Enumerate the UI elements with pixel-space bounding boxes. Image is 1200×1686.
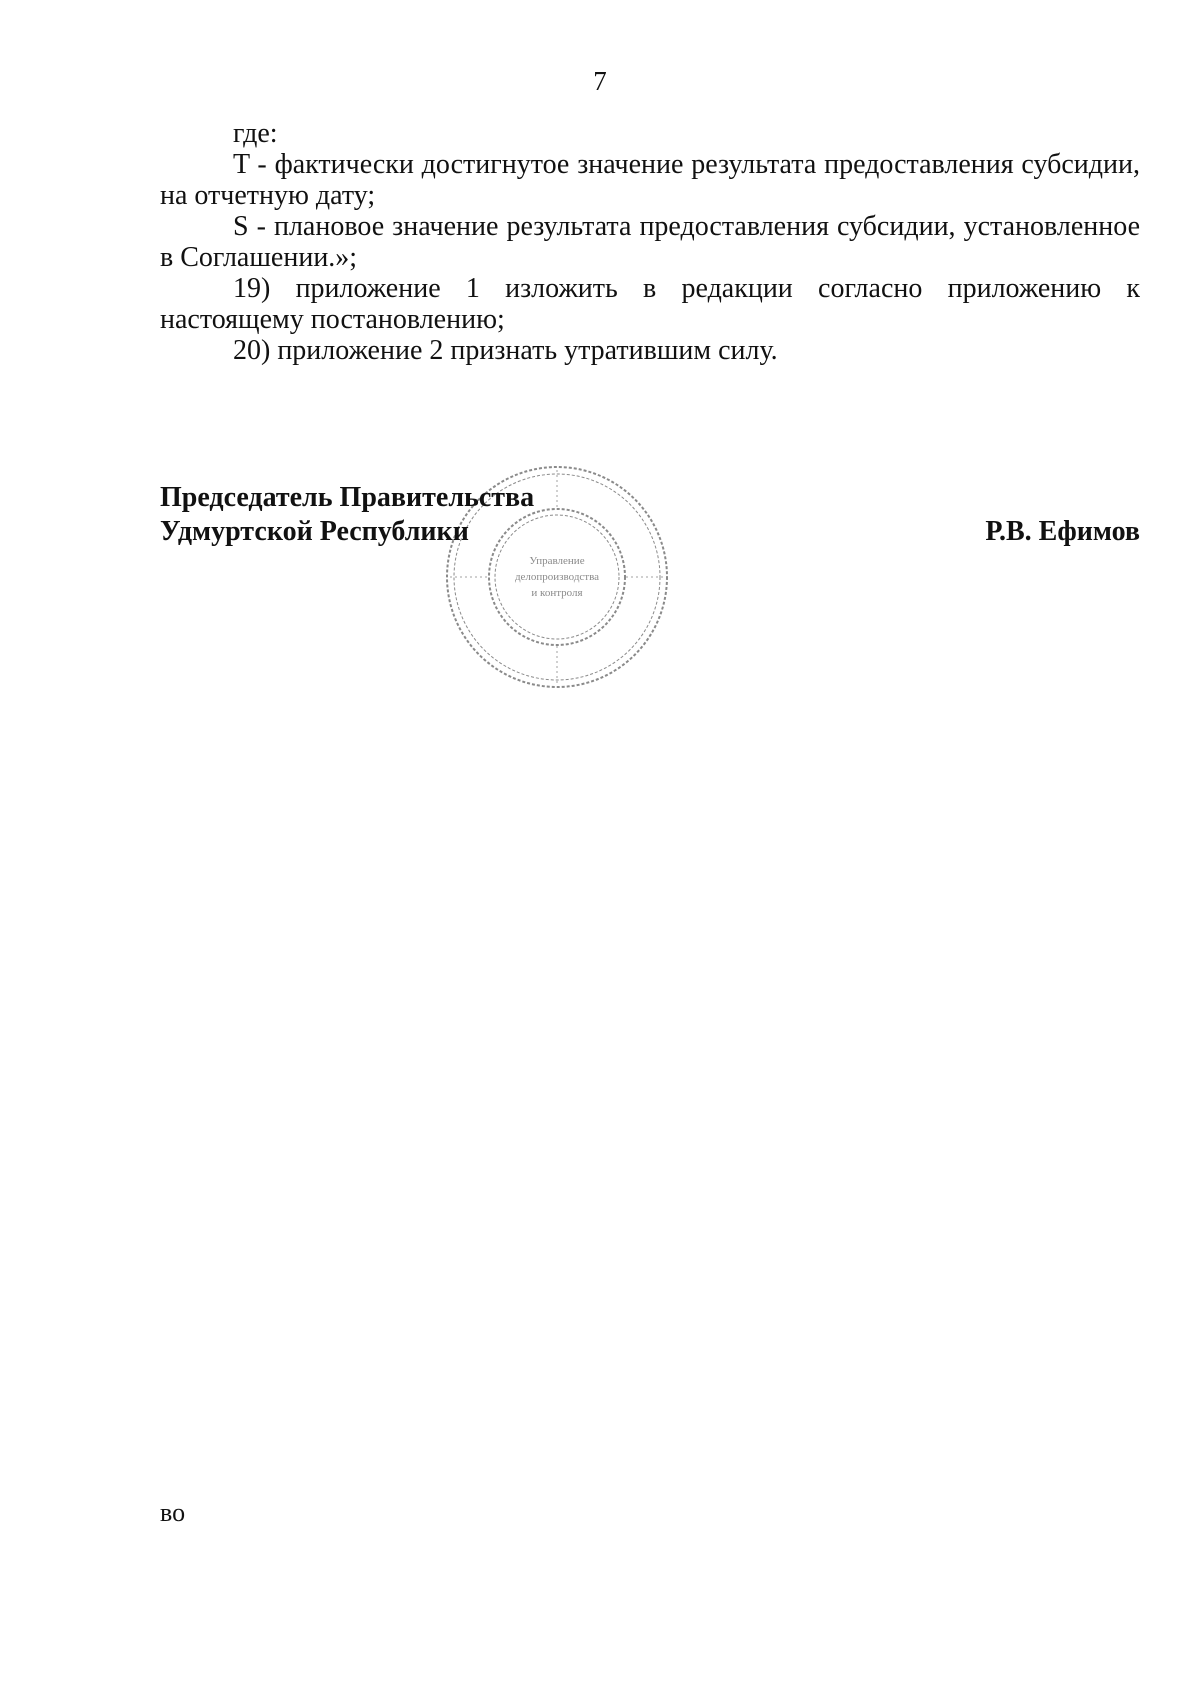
signatory-position-line1: Председатель Правительства: [160, 482, 535, 513]
footer-code: во: [160, 1498, 186, 1527]
page-number: 7: [593, 66, 607, 96]
paragraph-t-definition: T - фактически достигнутое значение результата предоставления субсидии, на отчетную дату;: [160, 149, 1140, 211]
paragraph-item-20: 20) приложение 2 признать утратившим силу.: [233, 335, 778, 366]
stamp-text-line1: Управление: [529, 555, 585, 567]
paragraph-s-definition: S - плановое значение результата предоставления субсидии, установленное в Соглашении.»;: [160, 211, 1140, 273]
paragraph-where: где:: [233, 118, 278, 149]
paragraph-item-19: 19) приложение 1 изложить в редакции согласно приложению к настоящему постановлению;: [160, 273, 1140, 335]
stamp-text-line3: и контроля: [531, 587, 583, 599]
signatory-name: Р.В. Ефимов: [985, 516, 1140, 547]
signatory-position: [160, 481, 534, 549]
stamp-text-line2: делопроизводства: [514, 571, 600, 583]
document-body: [160, 118, 1140, 366]
signatory-position-line2: Удмуртской Республики: [160, 516, 469, 547]
